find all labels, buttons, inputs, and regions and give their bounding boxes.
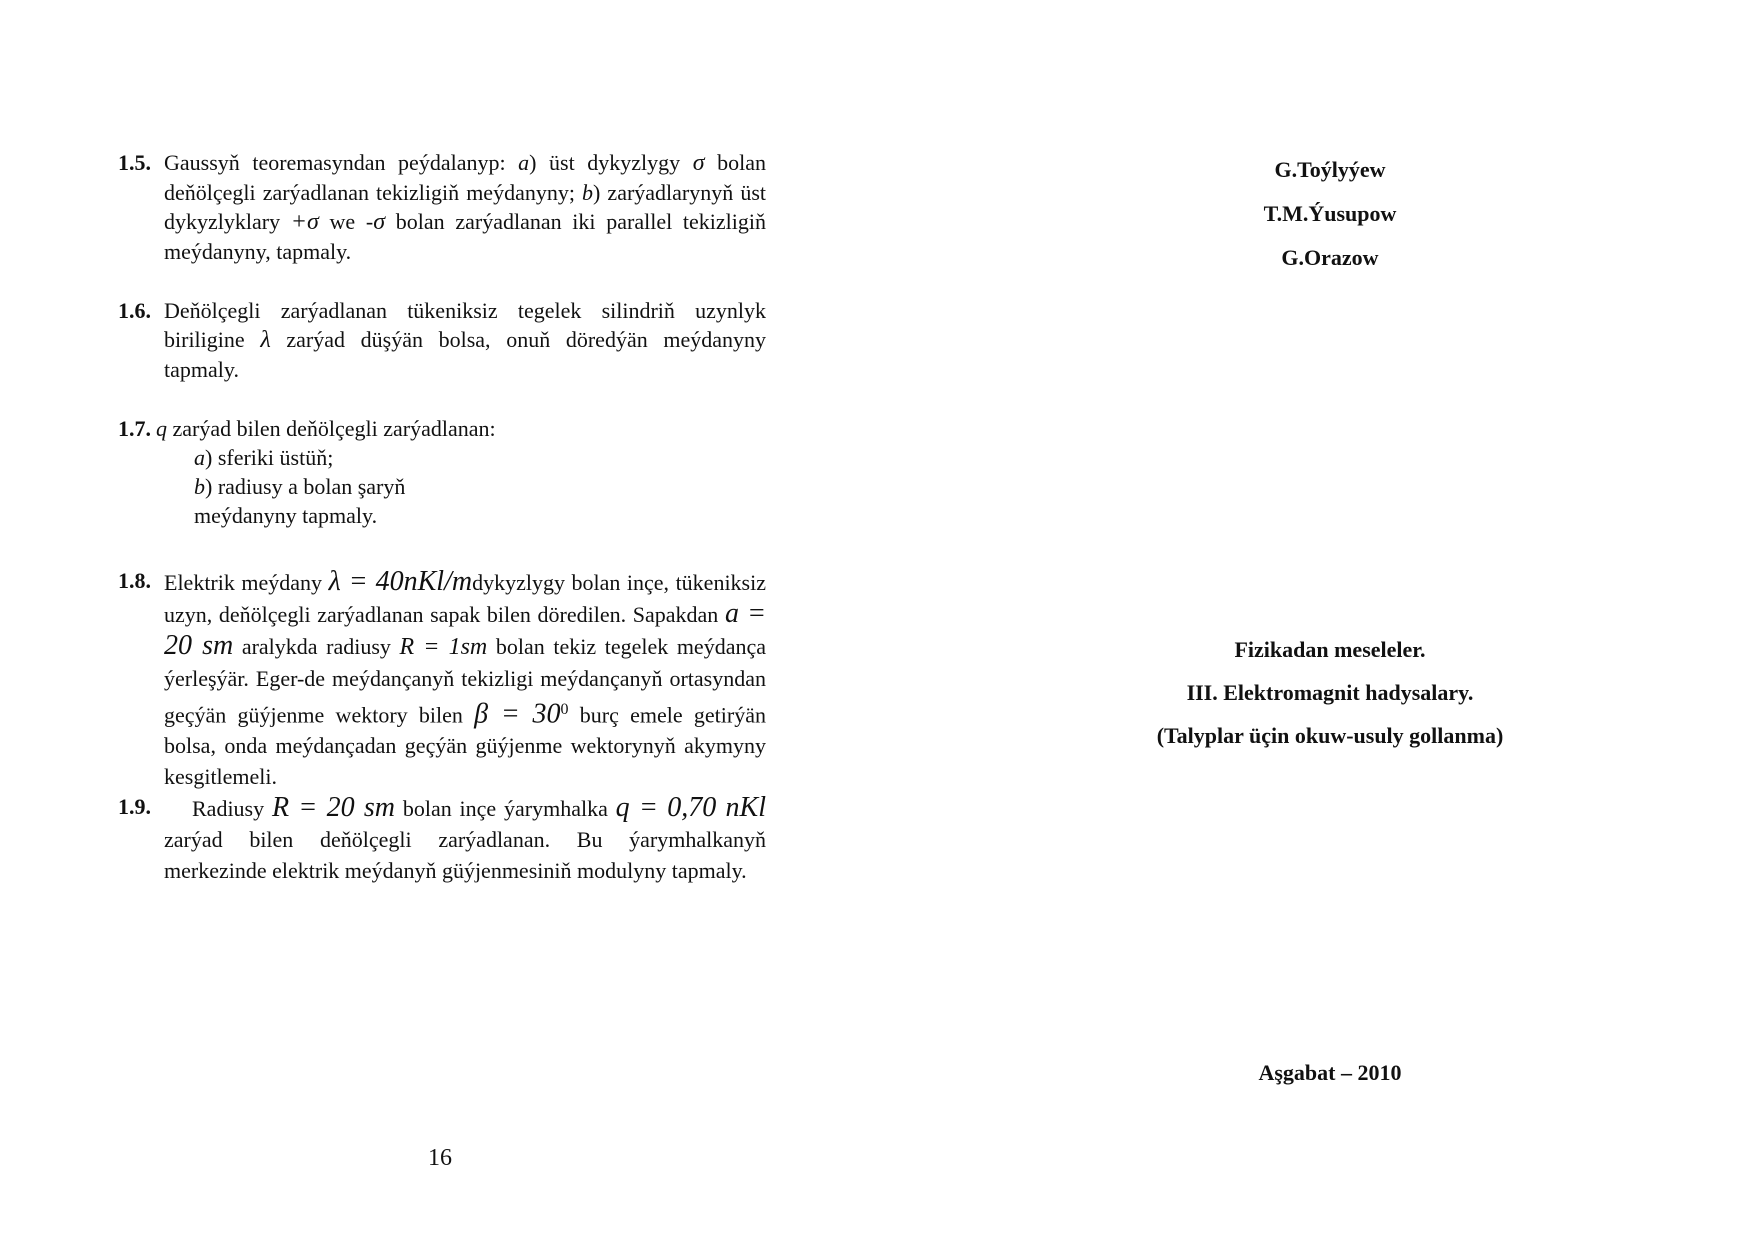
problem-1-5 [118, 148, 766, 266]
problem-1-8 [118, 566, 766, 792]
problem-number: 1.7. [118, 416, 151, 441]
formula-degree: 0 [560, 701, 569, 718]
list-item: b) radiusy a bolan şaryň [194, 474, 406, 499]
formula-angle: β = 30 [474, 698, 561, 730]
lambda-symbol: λ [260, 327, 271, 353]
sigma-symbol: σ [373, 209, 386, 235]
formula-distance: a = 20 sm [164, 598, 766, 661]
formula-lambda: λ = 40nKl/m [328, 566, 473, 597]
problem-number: 1.8. [118, 568, 151, 593]
list-item: a) sferiki üstüň; [194, 445, 334, 470]
title-line: Fizikadan meseleler. [1234, 637, 1426, 662]
formula-radius: R = 1sm [399, 634, 488, 660]
problem-closing: meýdanyny tapmaly. [194, 503, 378, 528]
problem-text: Elektrik meýdany λ = 40nKl/mdykyzlygy bolan inçe, tükeniksiz uzyn, deňölçegli zarýadlanan sapak bilen döredilen. Sapakdan a = 20 sm aralykda radiusy R = 1sm bolan tekiz tegelek meýdança ýerleşýär. Eger-de meýdançanyň tekizligi meýdançanyň ortasyndan geçýän güýjenme wektory bilen $\beta = 30^0$ burç emele getirýän bolsa, onda meýdançadan geçýän güýjenme wektorynyň akymyny kesgitlemeli. [164, 566, 766, 790]
problem-number: 1.9. [118, 794, 151, 820]
sigma-symbol: σ [692, 150, 705, 176]
formula-radius: R = 20 sm [271, 792, 396, 824]
author-name: T.M.Ýusupow [1263, 201, 1397, 226]
problem-1-6 [118, 296, 766, 384]
city-year: Aşgabat – 2010 [1258, 1060, 1402, 1085]
formula-charge: q = 0,70 nKl [615, 792, 766, 824]
authors [1060, 148, 1600, 280]
title-line: III. Elektromagnit hadysalary. [1186, 680, 1474, 705]
title-line: (Talyplar üçin okuw-usuly gollanma) [1156, 723, 1504, 748]
author-name: G.Toýlyýew [1274, 157, 1386, 182]
author-name: G.Orazow [1281, 245, 1379, 270]
problem-number: 1.6. [118, 298, 151, 323]
problem-number: 1.5. [118, 150, 151, 175]
problem-1-9 [118, 792, 766, 886]
plus-sigma-symbol: +σ [290, 209, 319, 235]
problem-text: q zarýad bilen deňölçegli zarýadlanan: [156, 416, 496, 441]
book-title [1060, 628, 1600, 757]
page-number: 16 [428, 1145, 452, 1171]
problem-text: Gaussyň teoremasyndan peýdalanyp: a) üst dykyzlygy σ bolan deňölçegli zarýadlanan tekizligiň meýdanyny; b) zarýadlarynyň üst dykyzlyklary +σ we -σ bolan zarýadlanan iki parallel tekizligiň meýdanyny, tapmaly. [164, 150, 766, 264]
left-page [118, 148, 766, 886]
problem-1-7 [118, 414, 766, 530]
problem-text: Radiusy R = 20 sm bolan inçe ýarymhalka q = 0,70 nKl zarýad bilen deňölçegli zarýadlanan. Bu ýarymhalkanyň merkezinde elektrik meýdanyň güýjenmesiniň modulyny tapmaly. [164, 792, 766, 884]
problem-items [194, 443, 766, 530]
problem-text: Deňölçegli zarýadlanan tükeniksiz tegelek silindriň uzynlyk biriligine λ zarýad düşýän bolsa, onuň döredýän meýdanyny tapmaly. [164, 298, 766, 382]
